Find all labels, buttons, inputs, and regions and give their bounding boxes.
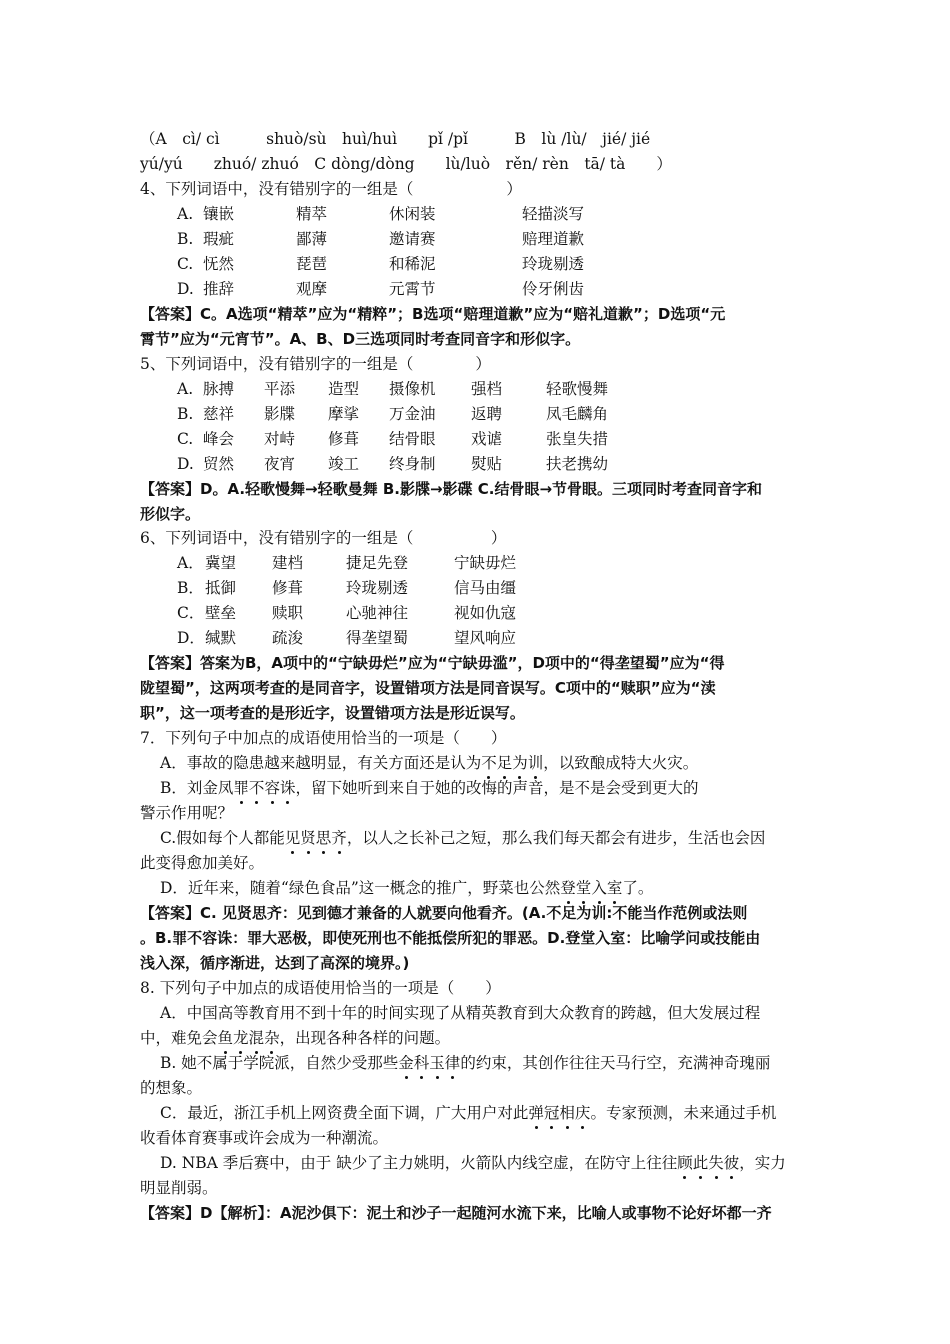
option-word: 修葺 bbox=[328, 430, 360, 448]
option-word: 邀请赛 bbox=[389, 230, 436, 248]
option-word: 休闲装 bbox=[389, 205, 436, 223]
dotted-idiom bbox=[218, 1029, 280, 1047]
option-word: 得垄望蜀 bbox=[346, 629, 409, 647]
option-letter: D. bbox=[177, 455, 194, 473]
dotted-char: 金 bbox=[398, 1054, 414, 1072]
option-word: 玲珑剔透 bbox=[346, 579, 409, 597]
pinyin-line-1: （A cì/ cì shuò/sù huì/huì pǐ /pǐ B lù /lù/ jié/ jié bbox=[140, 130, 651, 148]
dotted-char: 失 bbox=[708, 1154, 724, 1172]
dotted-char: 龙 bbox=[233, 1029, 249, 1047]
option-word: 竣工 bbox=[328, 455, 360, 473]
option-word: 凤毛麟角 bbox=[546, 405, 609, 423]
option-letter: A. bbox=[177, 380, 194, 398]
option-word: 摩挲 bbox=[328, 405, 360, 423]
option-word: 缄默 bbox=[205, 629, 237, 647]
option-text: D. NBA 季后赛中，由于 缺少了主力姚明，火箭队内线空虚，在防守上往往 bbox=[160, 1154, 678, 1172]
option-letter: D. bbox=[177, 280, 194, 298]
option-word: 玲珑剔透 bbox=[522, 255, 585, 273]
dotted-char: 混 bbox=[248, 1029, 265, 1047]
q4-stem: 4、下列词语中，没有错别字的一组是（ ） bbox=[140, 180, 522, 198]
option-word: 慈祥 bbox=[203, 405, 235, 423]
option-letter: A. bbox=[177, 205, 194, 223]
q8-option-d bbox=[160, 1152, 786, 1174]
dotted-char: 容 bbox=[264, 779, 280, 797]
q8-option-c-cont: 收看体育赛事或许会成为一种潮流。 bbox=[140, 1129, 389, 1147]
dotted-char: 弹 bbox=[528, 1104, 544, 1122]
dotted-char: 见 bbox=[284, 829, 301, 847]
dotted-char: 罪 bbox=[233, 779, 249, 797]
dotted-char: 律 bbox=[444, 1054, 461, 1072]
option-text: ，实力 bbox=[739, 1154, 786, 1172]
option-word: 对峙 bbox=[264, 430, 296, 448]
q7-answer-line-3: 浅入深，循序渐进，达到了高深的境界。) bbox=[140, 954, 410, 972]
dotted-char: 彼 bbox=[723, 1154, 740, 1172]
option-word: 镶嵌 bbox=[203, 205, 235, 223]
dotted-char: 登 bbox=[560, 879, 576, 897]
dotted-char: 科 bbox=[413, 1054, 430, 1072]
q8-option-b bbox=[160, 1052, 770, 1074]
option-word: 瑕疵 bbox=[203, 230, 235, 248]
option-word: 赎职 bbox=[272, 604, 304, 622]
option-word: 终身制 bbox=[389, 455, 436, 473]
pinyin-line-2: yú/yú zhuó/ zhuó C dòng/dòng lù/luò rěn/ rèn tā/ tà ） bbox=[140, 155, 672, 173]
option-word: 捷足先登 bbox=[346, 554, 409, 572]
q4-answer-line-2: 霄节”应为“元宵节”。A、B、D三选项同时考查同音字和形似字。 bbox=[140, 330, 581, 348]
q7-option-d bbox=[160, 877, 653, 899]
dotted-char: 不 bbox=[248, 779, 265, 797]
option-word: 万金油 bbox=[389, 405, 436, 423]
option-letter: B. bbox=[177, 230, 194, 248]
option-word: 精萃 bbox=[296, 205, 328, 223]
option-letter: C. bbox=[177, 430, 194, 448]
option-word: 宁缺毋烂 bbox=[454, 554, 517, 572]
q4-answer-line-1: 【答案】C。A选项“精萃”应为“精粹”；B选项“赔理道歉”应为“赔礼道歉”；D选项“元 bbox=[140, 305, 726, 323]
q7-stem: 7．下列句子中加点的成语使用恰当的一项是（ ） bbox=[140, 729, 507, 747]
option-word: 造型 bbox=[328, 380, 360, 398]
q7-option-c bbox=[160, 827, 765, 849]
option-word: 赔理道歉 bbox=[522, 230, 585, 248]
dotted-char: 不 bbox=[481, 754, 497, 772]
q8-option-b-cont: 的想象。 bbox=[140, 1079, 203, 1097]
option-word: 建档 bbox=[272, 554, 304, 572]
option-text: 。专家预测，未来通过手机 bbox=[590, 1104, 777, 1122]
q6-answer-line-2: 陇望蜀”，这两项考查的是同音字，设置错项方法是同音误写。C项中的“赎职”应为“渎 bbox=[140, 679, 716, 697]
dotted-char: 堂 bbox=[575, 879, 592, 897]
option-word: 琵琶 bbox=[296, 255, 328, 273]
option-letter: B. bbox=[177, 405, 194, 423]
option-word: 望风响应 bbox=[454, 629, 517, 647]
q6-answer-line-3: 职”，这一项考查的是形近字，设置错项方法是形近误写。 bbox=[140, 704, 525, 722]
option-text: C．最近，浙江手机上网资费全面下调，广大用户对此 bbox=[160, 1104, 529, 1122]
option-text: 中，难免会 bbox=[140, 1029, 218, 1047]
option-word: 元霄节 bbox=[389, 280, 436, 298]
option-word: 鄙薄 bbox=[296, 230, 328, 248]
dotted-char: 相 bbox=[559, 1104, 575, 1122]
dotted-idiom bbox=[528, 1104, 590, 1122]
q8-stem: 8. 下列句子中加点的成语使用恰当的一项是（ ） bbox=[140, 979, 501, 997]
option-word: 贸然 bbox=[203, 455, 235, 473]
option-text: ，留下她听到来自于她的改悔的声音，是不是会受到更大的 bbox=[295, 779, 699, 797]
dotted-char: 冠 bbox=[543, 1104, 560, 1122]
dotted-char: 齐 bbox=[331, 829, 347, 847]
option-word: 平添 bbox=[264, 380, 296, 398]
dotted-idiom bbox=[481, 754, 543, 772]
option-word: 轻描淡写 bbox=[522, 205, 585, 223]
q8-option-d-cont: 明显削弱。 bbox=[140, 1179, 218, 1197]
option-word: 冀望 bbox=[205, 554, 237, 572]
q7-option-a bbox=[160, 752, 698, 774]
option-text: ，以致酿成特大火灾。 bbox=[543, 754, 699, 772]
option-letter: C. bbox=[177, 255, 194, 273]
option-word: 戏谑 bbox=[471, 430, 503, 448]
dotted-char: 室 bbox=[606, 879, 623, 897]
option-word: 观摩 bbox=[296, 280, 328, 298]
q6-stem: 6、下列词语中，没有错别字的一组是（ ） bbox=[140, 529, 507, 547]
option-word: 夜宵 bbox=[264, 455, 296, 473]
dotted-char: 诛 bbox=[279, 779, 296, 797]
dotted-char: 贤 bbox=[300, 829, 316, 847]
q7-answer-line-2: 。B.罪不容诛：罪大恶极，即使死刑也不能抵偿所犯的罪恶。D.登堂入室：比喻学问或技能由 bbox=[140, 929, 761, 947]
q7-option-b-cont: 警示作用呢？ bbox=[140, 804, 234, 822]
dotted-char: 此 bbox=[692, 1154, 709, 1172]
option-letter: D． bbox=[177, 629, 205, 647]
option-word: 轻歌慢舞 bbox=[546, 380, 609, 398]
dotted-idiom bbox=[560, 879, 622, 897]
option-word: 信马由缰 bbox=[454, 579, 517, 597]
q7-option-b bbox=[160, 777, 698, 799]
q5-stem: 5、下列词语中，没有错别字的一组是（ ） bbox=[140, 355, 491, 373]
dotted-char: 训 bbox=[527, 754, 544, 772]
option-word: 熨贴 bbox=[471, 455, 503, 473]
q6-answer-line-1: 【答案】答案为B，A项中的“宁缺毋烂”应为“宁缺毋滥”，D项中的“得垄望蜀”应为“得 bbox=[140, 654, 725, 672]
option-word: 结骨眼 bbox=[389, 430, 436, 448]
dotted-idiom bbox=[285, 829, 347, 847]
option-word: 壁垒 bbox=[205, 604, 237, 622]
option-word: 疏浚 bbox=[272, 629, 304, 647]
option-word: 抵御 bbox=[205, 579, 237, 597]
dotted-idiom bbox=[233, 779, 295, 797]
dotted-char: 思 bbox=[315, 829, 332, 847]
option-text: B．刘金凤 bbox=[160, 779, 234, 797]
option-text: A．事故的隐患越来越明显，有关方面还是认为 bbox=[160, 754, 482, 772]
option-text: C.假如每个人都能 bbox=[160, 829, 285, 847]
dotted-idiom bbox=[398, 1054, 460, 1072]
option-word: 视如仇寇 bbox=[454, 604, 517, 622]
q7-answer-line-1: 【答案】C. 见贤思齐：见到德才兼备的人就要向他看齐。(A.不足为训:不能当作范例或法则 bbox=[140, 904, 748, 922]
option-text: ，出现各种各样的问题。 bbox=[279, 1029, 451, 1047]
q8-answer-line-1: 【答案】D【解析】：A泥沙俱下：泥土和沙子一起随河水流下来，比喻人或事物不论好坏都一齐 bbox=[140, 1204, 772, 1222]
dotted-char: 足 bbox=[496, 754, 513, 772]
dotted-char: 杂 bbox=[264, 1029, 280, 1047]
option-letter: B． bbox=[177, 579, 204, 597]
dotted-char: 玉 bbox=[429, 1054, 445, 1072]
option-word: 脉搏 bbox=[203, 380, 235, 398]
dotted-char: 为 bbox=[512, 754, 528, 772]
option-word: 和稀泥 bbox=[389, 255, 436, 273]
option-word: 推辞 bbox=[203, 280, 235, 298]
option-text: B. 她不属于学院派，自然少受那些 bbox=[160, 1054, 399, 1072]
q8-option-c bbox=[160, 1102, 776, 1124]
option-word: 强档 bbox=[471, 380, 503, 398]
option-letter: A． bbox=[177, 554, 204, 572]
dotted-char: 顾 bbox=[677, 1154, 693, 1172]
q5-answer-line-2: 形似字。 bbox=[140, 505, 201, 523]
option-word: 影牒 bbox=[264, 405, 296, 423]
option-word: 怃然 bbox=[203, 255, 235, 273]
q7-option-c-cont: 此变得愈加美好。 bbox=[140, 854, 265, 872]
dotted-char: 入 bbox=[591, 879, 607, 897]
option-letter: C． bbox=[177, 604, 205, 622]
option-word: 修葺 bbox=[272, 579, 304, 597]
option-word: 伶牙俐齿 bbox=[522, 280, 585, 298]
dotted-idiom bbox=[677, 1154, 739, 1172]
option-text: 了。 bbox=[622, 879, 654, 897]
option-text: 的约束，其创作往往天马行空，充满神奇瑰丽 bbox=[460, 1054, 771, 1072]
q8-option-a-cont bbox=[140, 1027, 450, 1049]
option-word: 峰会 bbox=[203, 430, 235, 448]
option-word: 返聘 bbox=[471, 405, 503, 423]
option-word: 摄像机 bbox=[389, 380, 436, 398]
option-word: 扶老携幼 bbox=[546, 455, 609, 473]
q5-answer-line-1: 【答案】D。A.轻歌慢舞→轻歌曼舞 B.影牒→影碟 C.结骨眼→节骨眼。三项同时考查同音字和 bbox=[140, 480, 763, 498]
option-word: 张皇失措 bbox=[546, 430, 609, 448]
dotted-char: 鱼 bbox=[217, 1029, 234, 1047]
q8-option-a: A．中国高等教育用不到十年的时间实现了从精英教育到大众教育的跨越，但大发展过程 bbox=[160, 1004, 761, 1022]
dotted-char: 庆 bbox=[574, 1104, 591, 1122]
option-text: ，以人之长补己之短，那么我们每天都会有进步，生活也会因 bbox=[346, 829, 766, 847]
option-text: D．近年来，随着“绿色食品”这一概念的推广，野菜也公然 bbox=[160, 879, 561, 897]
option-word: 心驰神往 bbox=[346, 604, 409, 622]
